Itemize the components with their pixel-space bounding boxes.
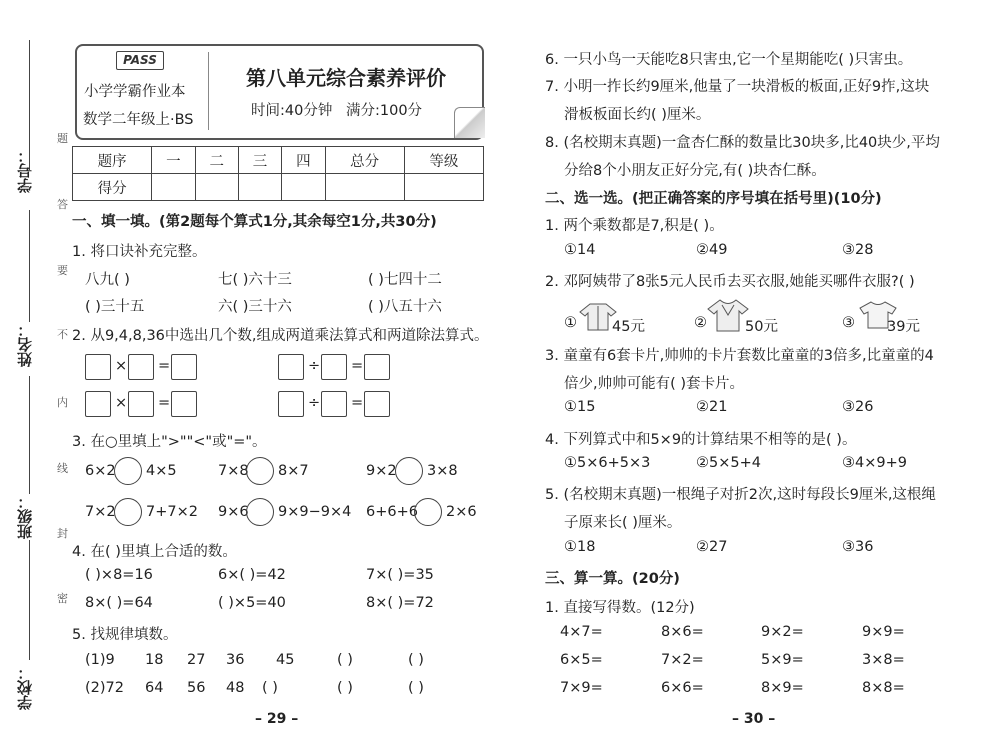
equals-sign: =	[158, 395, 171, 411]
sequence-blank[interactable]: ( )	[262, 680, 278, 696]
calc-item[interactable]: 9×9=	[862, 624, 905, 640]
choice-option[interactable]: ③36	[842, 539, 874, 555]
choice-1: 1. 两个乘数都是7,积是( )。	[545, 218, 724, 234]
calc-item[interactable]: 7×2=	[661, 652, 704, 668]
seal-char: 封	[57, 527, 68, 540]
calc-question-1: 1. 直接写得数。(12分)	[545, 600, 695, 616]
compare-circle[interactable]	[246, 457, 274, 485]
answer-box[interactable]	[364, 391, 390, 417]
choice-option[interactable]: ③28	[842, 242, 874, 258]
question-7: 7. 小明一拃长约9厘米,他量了一块滑板的板面,正好9拃,这块	[545, 79, 930, 95]
choice-4: 4. 下列算式中和5×9的计算结果不相等的是( )。	[545, 432, 857, 448]
choice-5: 5. (名校期末真题)一根绳子对折2次,这时每段长9厘米,这根绳	[545, 487, 936, 503]
sequence-item: (1)9	[85, 652, 115, 668]
price-label: 45元	[612, 319, 645, 335]
seal-char: 不	[57, 328, 68, 341]
sequence-blank[interactable]: ( )	[337, 680, 353, 696]
compare-circle[interactable]	[114, 498, 142, 526]
q4-blank[interactable]: 8×( )=72	[366, 595, 434, 611]
calc-item[interactable]: 8×9=	[761, 680, 804, 696]
compare-left: 9×6	[218, 504, 249, 520]
page-title: 第八单元综合素养评价	[246, 66, 446, 90]
seal-char: 要	[57, 264, 68, 277]
score-table-row	[73, 147, 484, 174]
answer-box[interactable]	[128, 354, 154, 380]
answer-box[interactable]	[85, 391, 111, 417]
score-table-row	[73, 174, 484, 201]
question-1: 1. 将口诀补充完整。	[72, 244, 207, 260]
q1-blank[interactable]: ( )三十五	[85, 299, 145, 315]
page-curl-decoration	[454, 107, 485, 138]
sequence-item: 48	[226, 680, 245, 696]
choice-option[interactable]: ③4×9+9	[842, 455, 907, 471]
question-4: 4. 在( )里填上合适的数。	[72, 544, 237, 560]
choice-option[interactable]: ①18	[564, 539, 596, 555]
sequence-blank[interactable]: ( )	[337, 652, 353, 668]
choice-3-cont: 倍少,帅帅可能有( )套卡片。	[564, 376, 745, 392]
compare-left: 7×8	[218, 463, 249, 479]
margin-line	[29, 210, 31, 322]
q1-blank[interactable]: ( )七四十二	[368, 272, 442, 288]
class-label: 班级：	[16, 494, 34, 539]
school-label: 学校：	[16, 665, 34, 710]
divide-sign: ÷	[308, 395, 321, 411]
q4-blank[interactable]: 7×( )=35	[366, 567, 434, 583]
grade-label: 数学二年级上·BS	[83, 112, 194, 128]
compare-right: 3×8	[427, 463, 458, 479]
header-divider	[208, 52, 209, 130]
choice-option[interactable]: ③	[842, 315, 855, 331]
multiply-sign: ×	[115, 358, 128, 374]
calc-item[interactable]: 7×9=	[560, 680, 603, 696]
question-8: 8. (名校期末真题)一盒杏仁酥的数量比30块多,比40块少,平均	[545, 135, 940, 151]
choice-5-cont: 子原来长( )厘米。	[564, 515, 682, 531]
score-cell[interactable]	[282, 174, 325, 201]
score-header-cell: 题序	[73, 147, 152, 174]
q4-blank[interactable]: 6×( )=42	[218, 567, 286, 583]
answer-box[interactable]	[321, 354, 347, 380]
answer-box[interactable]	[364, 354, 390, 380]
student-name-label: 姓名：	[16, 322, 34, 367]
section2-title: 二、选一选。(把正确答案的序号填在括号里)(10分)	[545, 191, 882, 207]
compare-left: 6+6+6	[366, 504, 418, 520]
q4-blank[interactable]: ( )×8=16	[85, 567, 153, 583]
score-header-cell: 总分	[325, 147, 404, 174]
equals-sign: =	[351, 358, 364, 374]
question-7-cont: 滑板板面长约( )厘米。	[564, 107, 711, 123]
choice-2: 2. 邓阿姨带了8张5元人民币去买衣服,她能买哪件衣服?( )	[545, 274, 915, 290]
compare-circle[interactable]	[246, 498, 274, 526]
q4-blank[interactable]: 8×( )=64	[85, 595, 153, 611]
q1-blank[interactable]: 七( )六十三	[218, 272, 292, 288]
equals-sign: =	[158, 358, 171, 374]
calc-item[interactable]: 8×8=	[862, 680, 905, 696]
choice-option[interactable]: ①	[564, 315, 577, 331]
score-cell[interactable]	[195, 174, 238, 201]
calc-item[interactable]: 6×5=	[560, 652, 603, 668]
choice-option[interactable]: ①15	[564, 399, 596, 415]
score-table	[72, 146, 484, 201]
score-cell[interactable]	[152, 174, 195, 201]
calc-item[interactable]: 6×6=	[661, 680, 704, 696]
answer-box[interactable]	[171, 391, 197, 417]
page-number-left: – 29 –	[255, 711, 299, 727]
jacket-icon	[706, 297, 750, 333]
compare-left: 6×2	[85, 463, 116, 479]
choice-option[interactable]: ②5×5+4	[696, 455, 761, 471]
multiply-sign: ×	[115, 395, 128, 411]
sequence-item: 18	[145, 652, 164, 668]
q1-blank[interactable]: ( )八五十六	[368, 299, 442, 315]
calc-item[interactable]: 8×6=	[661, 624, 704, 640]
series-name: 小学学霸作业本	[84, 84, 186, 100]
calc-item[interactable]: 4×7=	[560, 624, 603, 640]
page-number-right: – 30 –	[732, 711, 776, 727]
compare-circle[interactable]	[395, 457, 423, 485]
score-cell[interactable]	[238, 174, 281, 201]
choice-option[interactable]: ②27	[696, 539, 728, 555]
question-5: 5. 找规律填数。	[72, 627, 178, 643]
calc-item[interactable]: 5×9=	[761, 652, 804, 668]
question-8-cont: 分给8个小朋友正好分完,有( )块杏仁酥。	[564, 163, 826, 179]
question-3: 3. 在○里填上">""<"或"="。	[72, 434, 267, 450]
score-header-cell: 等级	[404, 147, 483, 174]
q4-blank[interactable]: ( )×5=40	[218, 595, 286, 611]
score-row-label: 得分	[73, 174, 152, 201]
sequence-item: 64	[145, 680, 164, 696]
price-label: 50元	[745, 319, 778, 335]
seal-char: 题	[57, 132, 68, 145]
student-id-label: 学号：	[16, 148, 34, 193]
choice-option[interactable]: ①5×6+5×3	[564, 455, 651, 471]
compare-right: 4×5	[146, 463, 177, 479]
equals-sign: =	[351, 395, 364, 411]
answer-box[interactable]	[128, 391, 154, 417]
seal-char: 线	[57, 462, 68, 475]
score-cell[interactable]	[325, 174, 404, 201]
choice-option[interactable]: ③26	[842, 399, 874, 415]
seal-char: 内	[57, 396, 68, 409]
calc-item[interactable]: 3×8=	[862, 652, 905, 668]
sequence-blank[interactable]: ( )	[408, 652, 424, 668]
sequence-item: 56	[187, 680, 206, 696]
sequence-item: (2)72	[85, 680, 124, 696]
score-header-cell: 四	[282, 147, 325, 174]
choice-option[interactable]: ②49	[696, 242, 728, 258]
compare-right: 9×9−9×4	[278, 504, 352, 520]
choice-option[interactable]: ②21	[696, 399, 728, 415]
answer-box[interactable]	[278, 354, 304, 380]
question-6: 6. 一只小鸟一天能吃8只害虫,它一个星期能吃( )只害虫。	[545, 52, 913, 68]
seal-char: 答	[57, 198, 68, 211]
sequence-blank[interactable]: ( )	[408, 680, 424, 696]
pass-logo: PASS	[116, 51, 164, 70]
compare-right: 8×7	[278, 463, 309, 479]
answer-box[interactable]	[85, 354, 111, 380]
q1-blank[interactable]: 八九( )	[85, 272, 130, 288]
answer-box[interactable]	[171, 354, 197, 380]
compare-right: 2×6	[446, 504, 477, 520]
compare-circle[interactable]	[414, 498, 442, 526]
margin-line	[29, 376, 31, 494]
score-cell[interactable]	[404, 174, 483, 201]
score-header-cell: 二	[195, 147, 238, 174]
compare-left: 7×2	[85, 504, 116, 520]
margin-line	[29, 540, 31, 660]
choice-3: 3. 童童有6套卡片,帅帅的卡片套数比童童的3倍多,比童童的4	[545, 348, 934, 364]
answer-box[interactable]	[278, 391, 304, 417]
price-label: 39元	[887, 319, 920, 335]
full-score: 满分:100分	[346, 103, 423, 119]
score-header-cell: 一	[152, 147, 195, 174]
seal-char: 密	[57, 592, 68, 605]
sequence-item: 27	[187, 652, 206, 668]
compare-circle[interactable]	[114, 457, 142, 485]
score-header-cell: 三	[238, 147, 281, 174]
sequence-item: 36	[226, 652, 245, 668]
answer-box[interactable]	[321, 391, 347, 417]
q1-blank[interactable]: 六( )三十六	[218, 299, 292, 315]
choice-option[interactable]: ①14	[564, 242, 596, 258]
calc-item[interactable]: 9×2=	[761, 624, 804, 640]
section3-title: 三、算一算。(20分)	[545, 571, 680, 587]
section1-title: 一、填一填。(第2题每个算式1分,其余每空1分,共30分)	[72, 214, 437, 230]
time-limit: 时间:40分钟	[251, 103, 333, 119]
choice-option[interactable]: ②	[694, 315, 707, 331]
sequence-item: 45	[276, 652, 295, 668]
question-2: 2. 从9,4,8,36中选出几个数,组成两道乘法算式和两道除法算式。	[72, 328, 489, 344]
compare-right: 7+7×2	[146, 504, 198, 520]
compare-left: 9×2	[366, 463, 397, 479]
divide-sign: ÷	[308, 358, 321, 374]
